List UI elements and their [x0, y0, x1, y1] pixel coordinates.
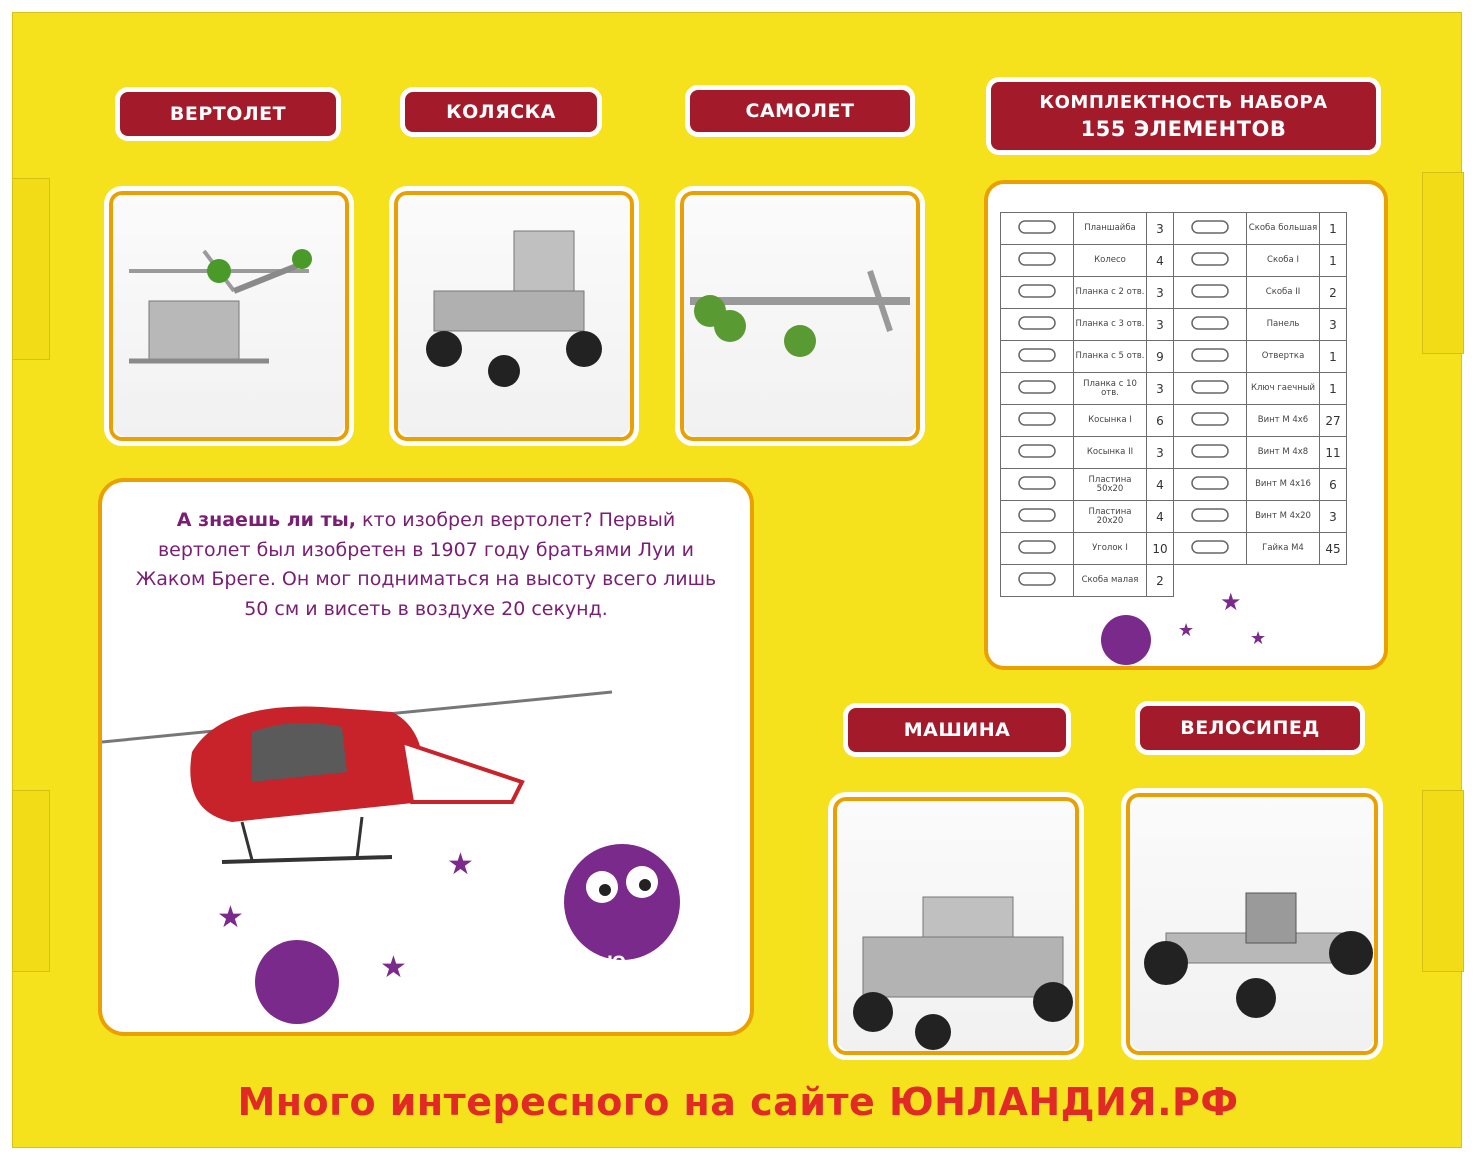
part-name: Планка с 10 отв.: [1074, 373, 1147, 405]
strip-5-holes-icon: [1001, 341, 1074, 373]
plate-washer-icon: [1001, 213, 1074, 245]
screw-m4x20-icon: [1174, 501, 1247, 533]
plate-50x20-icon: [1001, 469, 1074, 501]
star-icon: ★: [217, 900, 244, 935]
part-quantity: 2: [1320, 277, 1347, 309]
helicopter-model-image: [109, 191, 354, 446]
part-quantity: 45: [1320, 533, 1347, 565]
car-model-photo: [828, 792, 1084, 1060]
part-quantity: 3: [1147, 437, 1174, 469]
table-row: [1001, 341, 1347, 373]
strip-2-holes-icon: [1001, 277, 1074, 309]
part-quantity: 4: [1147, 501, 1174, 533]
mascot-illustration: [102, 482, 750, 1032]
part-quantity: 2: [1147, 565, 1174, 597]
part-name: Ключ гаечный: [1247, 373, 1320, 405]
strip-10-holes-icon: [1001, 373, 1074, 405]
part-quantity: 4: [1147, 469, 1174, 501]
part-name: Винт М 4х6: [1247, 405, 1320, 437]
kit-contents-line2: 155 ЭЛЕМЕНТОВ: [1080, 117, 1287, 141]
table-row: [1001, 245, 1347, 277]
part-name: Скоба II: [1247, 277, 1320, 309]
table-row: [1001, 213, 1347, 245]
part-name: Винт М 4х8: [1247, 437, 1320, 469]
star-icon: ★: [1250, 628, 1267, 649]
nut-m4-icon: [1174, 533, 1247, 565]
small-bracket-icon: [1001, 565, 1074, 597]
parts-table: [1000, 212, 1347, 597]
part-quantity: 3: [1320, 501, 1347, 533]
part-quantity: 11: [1320, 437, 1347, 469]
part-name: Планка с 5 отв.: [1074, 341, 1147, 373]
screw-m4x6-icon: [1174, 405, 1247, 437]
wrench-icon: [1174, 373, 1247, 405]
part-name: Планка с 3 отв.: [1074, 309, 1147, 341]
table-row: [1001, 309, 1347, 341]
car-label: МАШИНА: [848, 708, 1066, 752]
part-quantity: 6: [1147, 405, 1174, 437]
gusset-1-icon: [1001, 405, 1074, 437]
table-row: [1001, 533, 1347, 565]
part-quantity: 1: [1320, 341, 1347, 373]
box-side-tab: [1422, 172, 1464, 354]
table-row: [1001, 277, 1347, 309]
kit-contents-label: [991, 82, 1376, 150]
part-quantity: 10: [1147, 533, 1174, 565]
part-quantity: 1: [1320, 213, 1347, 245]
box-side-tab: [12, 178, 50, 360]
strip-3-holes-icon: [1001, 309, 1074, 341]
helicopter-label: ВЕРТОЛЕТ: [120, 92, 336, 136]
part-name: Колесо: [1074, 245, 1147, 277]
table-row: [1001, 469, 1347, 501]
part-name: Гайка М4: [1247, 533, 1320, 565]
star-icon: ★: [1178, 620, 1195, 641]
part-name: Отвертка: [1247, 341, 1320, 373]
bicycle-model-photo: [1121, 788, 1383, 1060]
part-name: Уголок I: [1074, 533, 1147, 565]
part-name: Косынка I: [1074, 405, 1147, 437]
mascot-letter: Ю: [607, 952, 626, 971]
stroller-model-photo: [389, 186, 639, 446]
part-quantity: 9: [1147, 341, 1174, 373]
part-name: Косынка II: [1074, 437, 1147, 469]
part-quantity: 6: [1320, 469, 1347, 501]
fact-lead: А знаешь ли ты,: [176, 509, 357, 531]
website-footer: Много интересного на сайте ЮНЛАНДИЯ.РФ: [237, 1080, 1239, 1124]
part-name: Панель: [1247, 309, 1320, 341]
screw-m4x8-icon: [1174, 437, 1247, 469]
part-name: Винт М 4х16: [1247, 469, 1320, 501]
part-quantity: 3: [1147, 373, 1174, 405]
part-name: Планшайба: [1074, 213, 1147, 245]
table-row: [1001, 373, 1347, 405]
part-quantity: 3: [1320, 309, 1347, 341]
kit-contents-panel: [988, 184, 1384, 666]
plate-20x20-icon: [1001, 501, 1074, 533]
part-name: Планка с 2 отв.: [1074, 277, 1147, 309]
table-row: [1001, 405, 1347, 437]
airplane-model-photo: [675, 186, 925, 446]
bicycle-label: ВЕЛОСИПЕД: [1140, 706, 1360, 750]
airplane-model-image: [680, 191, 925, 446]
planet-icon: [1096, 612, 1156, 672]
table-row: [1001, 437, 1347, 469]
car-model-image: [833, 797, 1084, 1060]
box-side-tab: [12, 790, 50, 972]
box-side-tab: [1422, 790, 1464, 972]
part-quantity: 1: [1320, 245, 1347, 277]
part-quantity: 3: [1147, 213, 1174, 245]
helicopter-model-photo: [104, 186, 354, 446]
part-quantity: 3: [1147, 309, 1174, 341]
corner-1-icon: [1001, 533, 1074, 565]
star-icon: ★: [1220, 588, 1242, 616]
part-name: Скоба малая: [1074, 565, 1147, 597]
stroller-label: КОЛЯСКА: [405, 92, 597, 132]
star-icon: ★: [380, 950, 407, 985]
fact-panel: [102, 482, 750, 1032]
stroller-model-image: [394, 191, 639, 446]
screwdriver-icon: [1174, 341, 1247, 373]
airplane-label: САМОЛЕТ: [690, 90, 910, 132]
part-name: Винт М 4х20: [1247, 501, 1320, 533]
part-quantity: 4: [1147, 245, 1174, 277]
bicycle-model-image: [1126, 793, 1383, 1060]
part-name: Пластина 50х20: [1074, 469, 1147, 501]
panel-icon: [1174, 309, 1247, 341]
fact-body: кто изобрел вертолет? Первый вертолет был изобретен в 1907 году братьями Луи и Жаком Бреге. Он мог подниматься на высоту всего лишь 50 см и висеть в воздухе 20 секунд.: [135, 509, 717, 620]
bracket-1-icon: [1174, 245, 1247, 277]
large-bracket-icon: [1174, 213, 1247, 245]
kit-contents-line1: КОМПЛЕКТНОСТЬ НАБОРА: [1039, 92, 1328, 113]
table-row: [1001, 565, 1347, 597]
part-name: Скоба большая: [1247, 213, 1320, 245]
part-name: Пластина 20х20: [1074, 501, 1147, 533]
part-quantity: 1: [1320, 373, 1347, 405]
wheel-icon: [1001, 245, 1074, 277]
part-quantity: 3: [1147, 277, 1174, 309]
part-name: Скоба I: [1247, 245, 1320, 277]
part-quantity: 27: [1320, 405, 1347, 437]
bracket-2-icon: [1174, 277, 1247, 309]
gusset-2-icon: [1001, 437, 1074, 469]
table-row: [1001, 501, 1347, 533]
star-icon: ★: [447, 847, 474, 882]
screw-m4x16-icon: [1174, 469, 1247, 501]
